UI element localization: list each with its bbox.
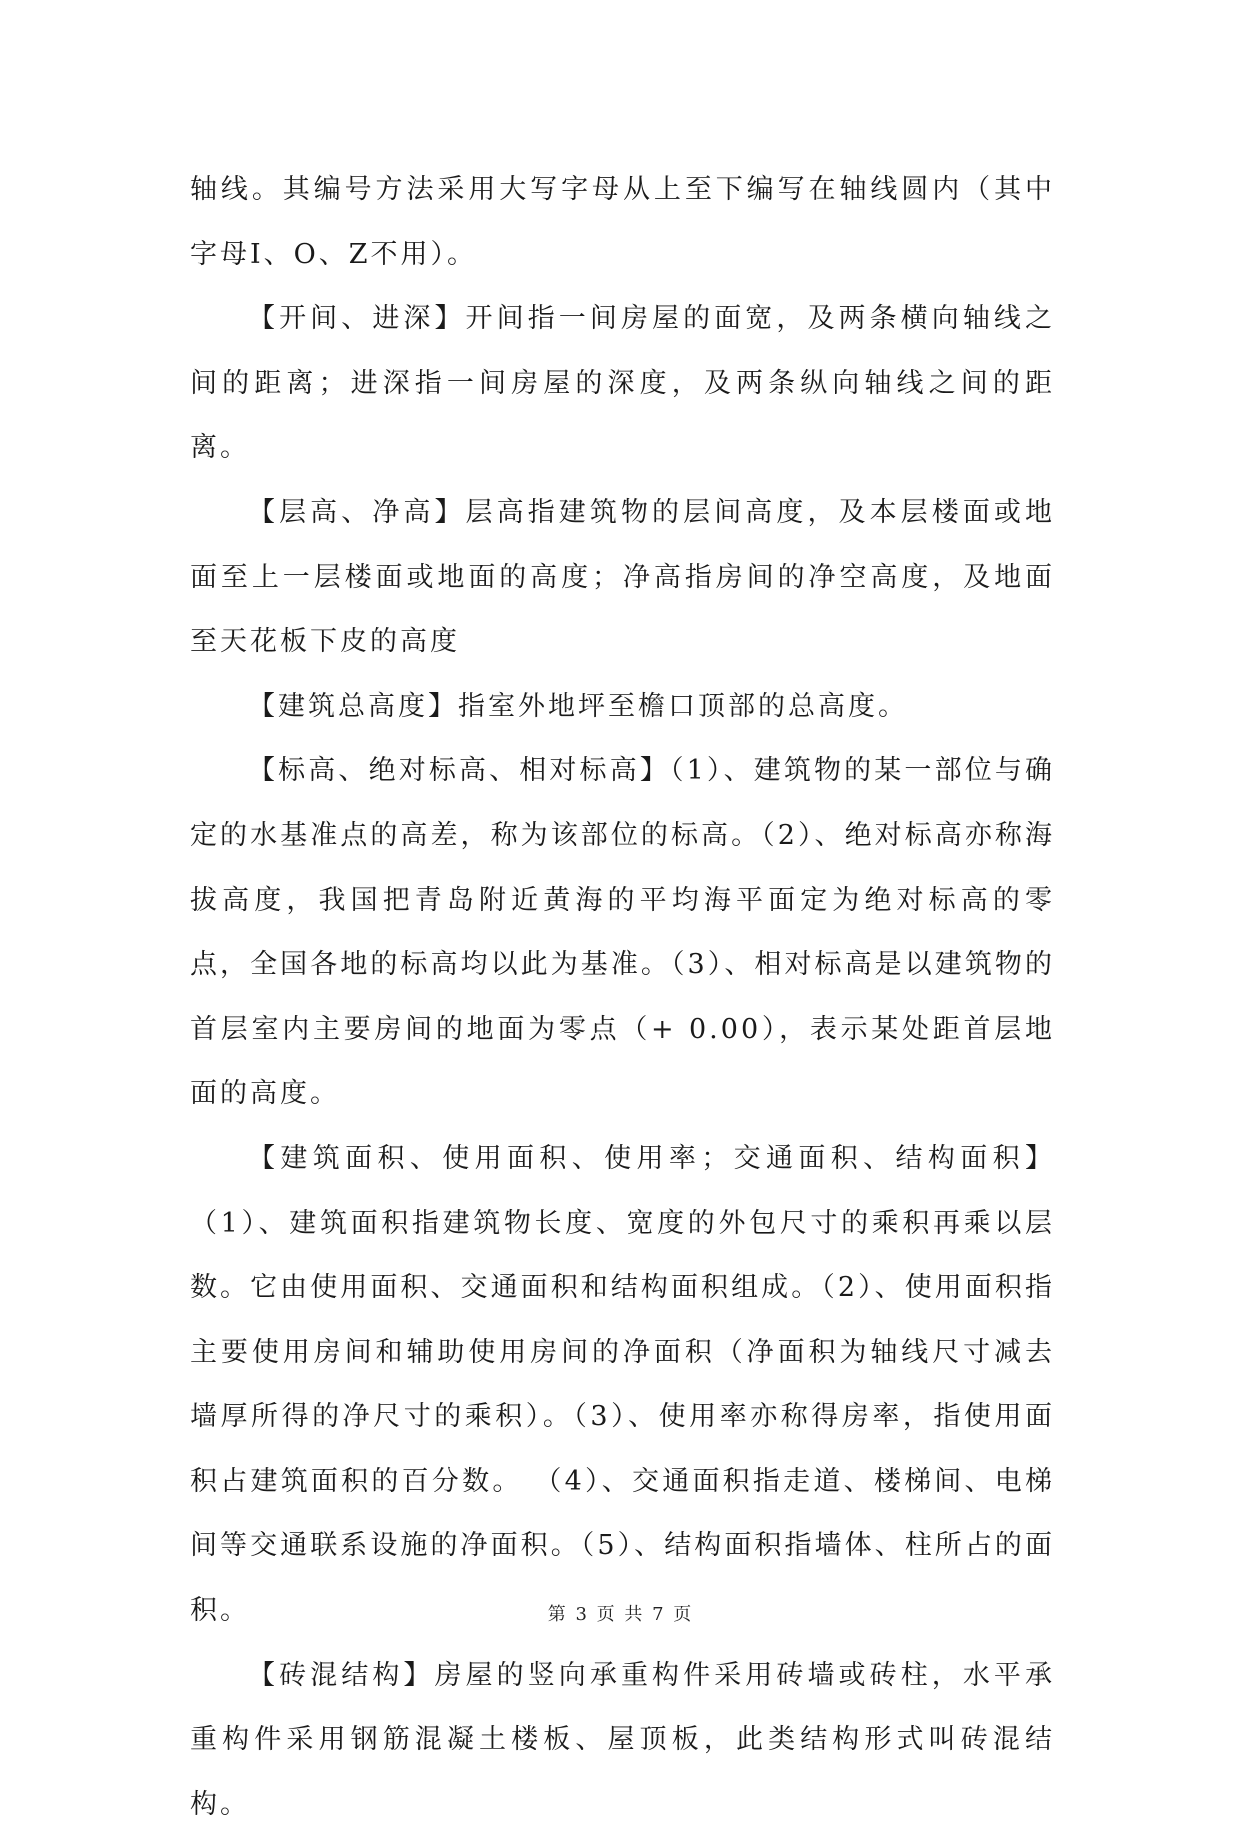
paragraph-bay-depth: 【开间、进深】开间指一间房屋的面宽，及两条横向轴线之间的距离；进深指一间房屋的深度，及两条纵向轴线之间的距离。 xyxy=(190,303,1055,464)
paragraph-floor-height: 【层高、净高】层高指建筑物的层间高度，及本层楼面或地面至上一层楼面或地面的高度；净高指房间的净空高度，及地面至天花板下皮的高度 xyxy=(190,496,1055,658)
paragraph-building-area: 【建筑面积、使用面积、使用率；交通面积、结构面积】（1）、建筑面积指建筑物长度、宽度的外包尺寸的乘积再乘以层数。它由使用面积、交通面积和结构面积组成。（2）、使用面积指主要使用房间和辅助使用房间的净面积（净面积为轴线尺寸减去墙厚所得的净尺寸的乘积）。（3）、使用率亦称得房率，指使用面积占建筑面积的百分数。 （4）、交通面积指走道、楼梯间、电梯间等交通联系设施的净面积。（5）、结构面积指墙体、柱所占的面积。 xyxy=(190,1142,1055,1627)
paragraph-brick-concrete: 【砖混结构】房屋的竖向承重构件采用砖墙或砖柱，水平承重构件采用钢筋混凝土楼板、屋顶板，此类结构形式叫砖混结构。 xyxy=(190,1659,1055,1820)
paragraph-total-height: 【建筑总高度】指室外地坪至檐口顶部的总高度。 xyxy=(248,690,908,722)
paragraph-elevation: 【标高、绝对标高、相对标高】（1）、建筑物的某一部位与确定的水基准点的高差，称为该部位的标高。（2）、绝对标高亦称海拔高度，我国把青岛附近黄海的平均海平面定为绝对标高的零点，全国各地的标高均以此为基准。（3）、相对标高是以建筑物的首层室内主要房间的地面为零点（+ 0.00），表示某处距首层地面的高度。 xyxy=(190,755,1055,1110)
page-number-footer: 第 3 页 共 7 页 xyxy=(547,1604,694,1625)
document-body xyxy=(190,158,1055,1837)
paragraph-axis-numbering: 轴线。其编号方法采用大写字母从上至下编写在轴线圆内（其中字母I、O、Z不用）。 xyxy=(190,174,1055,270)
